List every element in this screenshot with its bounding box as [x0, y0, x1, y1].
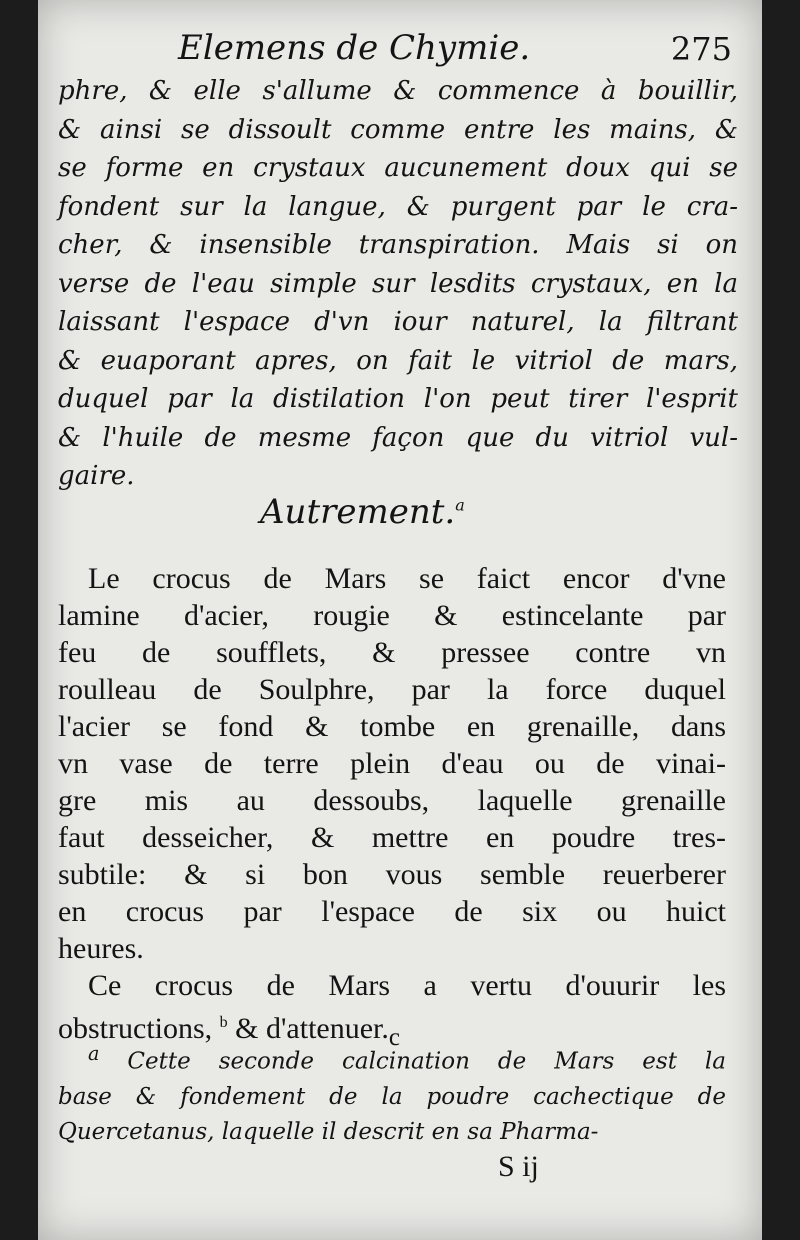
text-line: heures. [58, 932, 144, 965]
footnote-marker: a [88, 1042, 100, 1065]
text-fragment: obstructions, [58, 1012, 213, 1045]
text-fragment: & d'attenuer. [227, 1012, 389, 1045]
footnote-line: Quercetanus, laquelle il descrit en sa Pharma- [58, 1118, 599, 1145]
section-heading-text: Autrement. [260, 492, 456, 532]
text-line: & ainsi se dissoult comme entre les mains, & [58, 114, 738, 145]
text-line: Le crocus de Mars se faict encor d'vne [88, 562, 726, 595]
text-line: se forme en crystaux aucunement doux qui se [58, 153, 738, 183]
text-line: fondent sur la langue, & purgent par le cra- [58, 191, 738, 222]
signature-mark: S ij [498, 1150, 539, 1183]
footnote-line [58, 1036, 726, 1080]
text-line: cher, & insensible transpiration. Mais si on [58, 230, 738, 260]
text-line: feu de soufflets, & pressee contre vn [58, 636, 726, 669]
text-line: phre, & elle s'allume & commence à bouillir, [58, 76, 738, 106]
text-line: gre mis au dessoubs, laquelle grenaille [58, 784, 726, 817]
running-title: Elemens de Chymie. [178, 28, 531, 68]
text-line: faut desseicher, & mettre en poudre tres- [58, 821, 726, 854]
page-header [38, 28, 762, 78]
body-text [58, 560, 726, 1056]
text-line: laissant l'espace d'vn iour naturel, la filtrant [58, 307, 738, 337]
italic-paragraph [58, 72, 738, 496]
text-line: subtile: & si bon vous semble reuerberer [58, 858, 726, 891]
text-line: l'acier se fond & tombe en grenaille, dans [58, 710, 726, 743]
text-line: lamine d'acier, rougie & estincelante par [58, 599, 726, 632]
text-line: & euaporant apres, on fait le vitriol de mars, [58, 345, 738, 376]
footnote-reference: a [455, 495, 465, 515]
book-page [38, 0, 762, 1240]
text-line: duquel par la distilation l'on peut tirer l'esprit [58, 384, 738, 414]
text-line: Ce crocus de Mars a vertu d'ouurir les [88, 969, 726, 1002]
footnote-line: base & fondement de la poudre cachectique de [58, 1083, 726, 1110]
footnote-reference: b [219, 1014, 228, 1031]
text-line: en crocus par l'espace de six ou huict [58, 895, 726, 928]
text-line: verse de l'eau simple sur lesdits crystaux, en la [58, 268, 738, 299]
text-line: vn vase de terre plein d'eau ou de vinai- [58, 747, 726, 780]
footnote [58, 1036, 726, 1150]
text-line: & l'huile de mesme façon que du vitriol vul- [58, 422, 738, 453]
text-line: gaire. [58, 461, 135, 491]
text-line: roulleau de Soulphre, par la force duquel [58, 673, 726, 706]
section-heading [260, 492, 465, 532]
text-fragment: Cette seconde calcination de Mars est la [127, 1048, 726, 1075]
footnote-reference: c [388, 1024, 400, 1051]
page-number: 275 [670, 30, 732, 68]
